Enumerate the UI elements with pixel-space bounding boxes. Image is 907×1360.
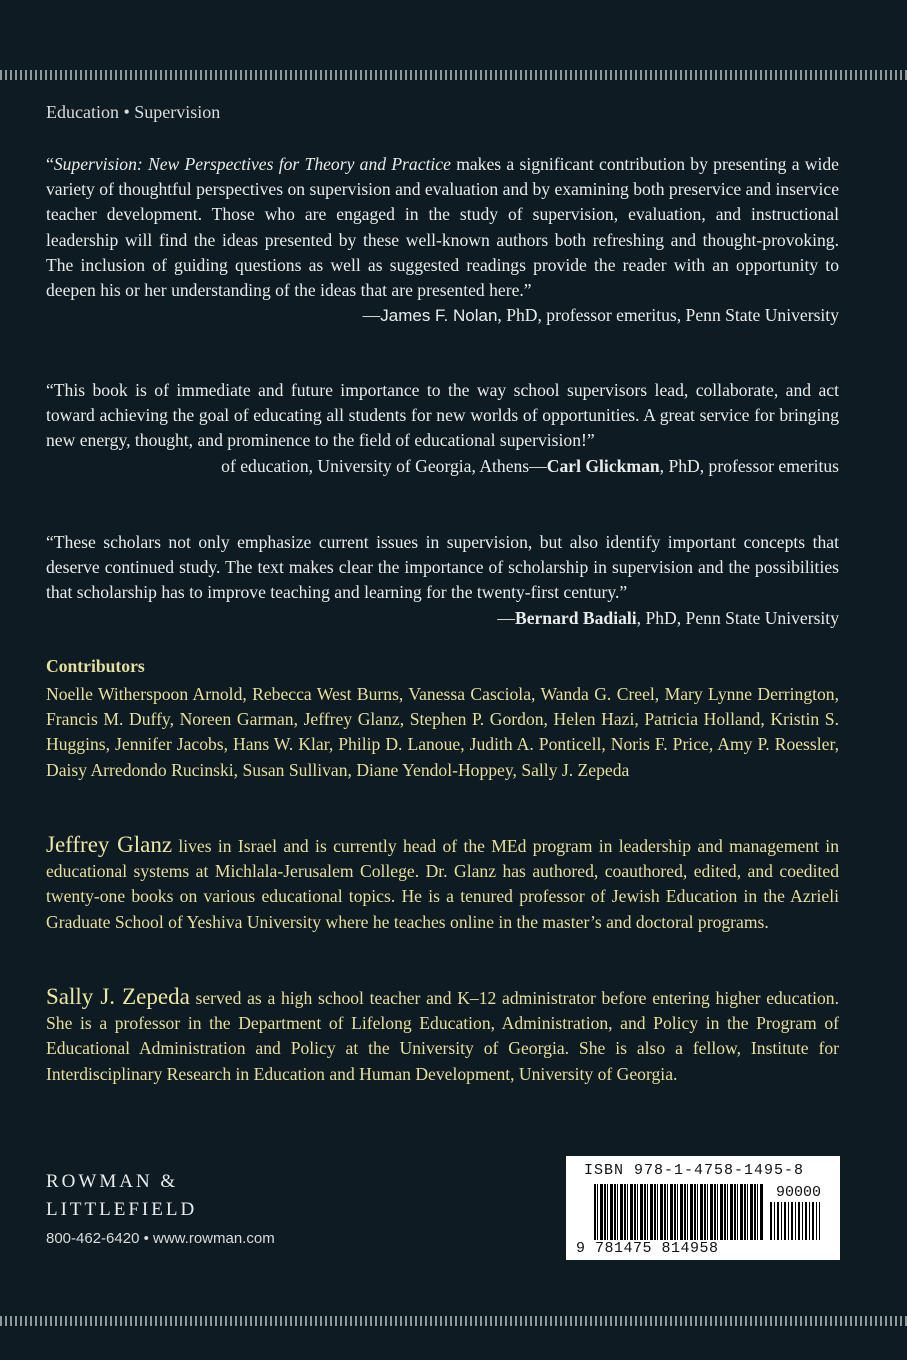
barcode-ean-number: 9 781475 814958 [576,1240,719,1257]
quote-glickman: “This book is of immediate and future importance to the way school supervisors lead, collaborate, and act toward achieving the goal of educating all students for new worlds of opportunities. A great service for bringing new energy, thought, and prominence to the field of educational supervision!” —Carl Glickman, PhD, professor emeritus of education, University of Georgia, Athens [46,378,839,479]
bio-zepeda: Sally J. Zepeda served as a high school teacher and K–12 administrator before entering higher education. She is a professor in the Department of Lifelong Education, Administration, and Policy in the Program of Educational Administration and Policy at the University of Georgia. She is also a fellow, Institute for Interdisciplinary Research in Education and Human Development, University of Georgia. [46,984,839,1084]
barcode-bars [594,1184,764,1240]
top-decorative-stripe [0,70,907,80]
bio-glanz: Jeffrey Glanz lives in Israel and is currently head of the MEd program in leadership and management in educational systems at Michlala-Jerusalem College. Dr. Glanz has authored, coauthored, edited, and coedited twenty-one books on various educational topics. He is a tenured professor of Jewish Education in the Azrieli Graduate School of Yeshiva University where he teaches online in the master’s and doctoral programs. [46,832,839,932]
quote-author: Bernard Badiali [514,607,637,628]
quote-nolan: “Supervision: New Perspectives for Theory and Practice makes a significant contribution by presenting a wide variety of thoughtful perspectives on supervision and evaluation and by examining both preservice and inservice teacher development. Those who are engaged in the study of supervision, evaluation, and instructional leadership will find the ideas presented by these well-known authors both refreshing and thought-provoking. The inclusion of guiding questions as well as suggested readings provide the reader with an opportunity to deepen his or her understanding of the ideas that are presented here.” —James F. Nolan, PhD, professor emeritus, Penn State University [46,152,839,328]
quote-author: James F. Nolan [380,306,498,326]
publisher-contact: 800-462-6420 • www.rowman.com [46,1230,275,1247]
quote-attribution: —Carl Glickman, PhD, professor emeritus [529,455,839,476]
isbn-barcode [566,1156,840,1260]
category-label: Education • Supervision [46,102,221,122]
isbn-text: ISBN 978-1-4758-1495-8 [584,1162,805,1179]
quote-attribution: —James F. Nolan, PhD, professor emeritus, Penn State University [362,305,839,326]
quote-attribution-line2: of education, University of Georgia, Athens [221,455,530,476]
bio-name: Jeffrey Glanz [46,832,173,857]
contributors-list: Noelle Witherspoon Arnold, Rebecca West Burns, Vanessa Casciola, Wanda G. Creel, Mary Lynne Derrington, Francis M. Duffy, Noreen Garman, Jeffrey Glanz, Stephen P. Gordon, Helen Hazi, Patricia Holland, Kristin S. Huggins, Jennifer Jacobs, Hans W. Klar, Philip D. Lanoue, Judith A. Ponticell, Noris F. Price, Amy P. Roessler, Daisy Arredondo Rucinski, Susan Sullivan, Diane Yendol-Hoppey, Sally J. Zepeda [46,684,839,780]
quote-author: Carl Glickman [546,455,660,476]
contributors-heading: Contributors [46,656,145,676]
quote-badiali: “These scholars not only emphasize current issues in supervision, but also identify important concepts that deserve continued study. The text makes clear the importance of scholarship in supervision and the possibilities that scholarship has to improve teaching and learning for the twenty-first century.” —Bernard Badiali, PhD, Penn State University [46,530,839,631]
publisher-line2: LITTLEFIELD [46,1199,198,1220]
publisher-line1: ROWMAN & [46,1171,179,1192]
barcode-addon-number: 90000 [776,1184,822,1201]
bio-name: Sally J. Zepeda [46,984,190,1009]
quote-attribution: —Bernard Badiali, PhD, Penn State University [497,607,839,628]
book-title: Supervision: New Perspectives for Theory and Practice [53,154,451,174]
bottom-decorative-stripe [0,1316,907,1326]
barcode-addon-bars [770,1202,820,1240]
publisher-logo [46,1168,197,1224]
